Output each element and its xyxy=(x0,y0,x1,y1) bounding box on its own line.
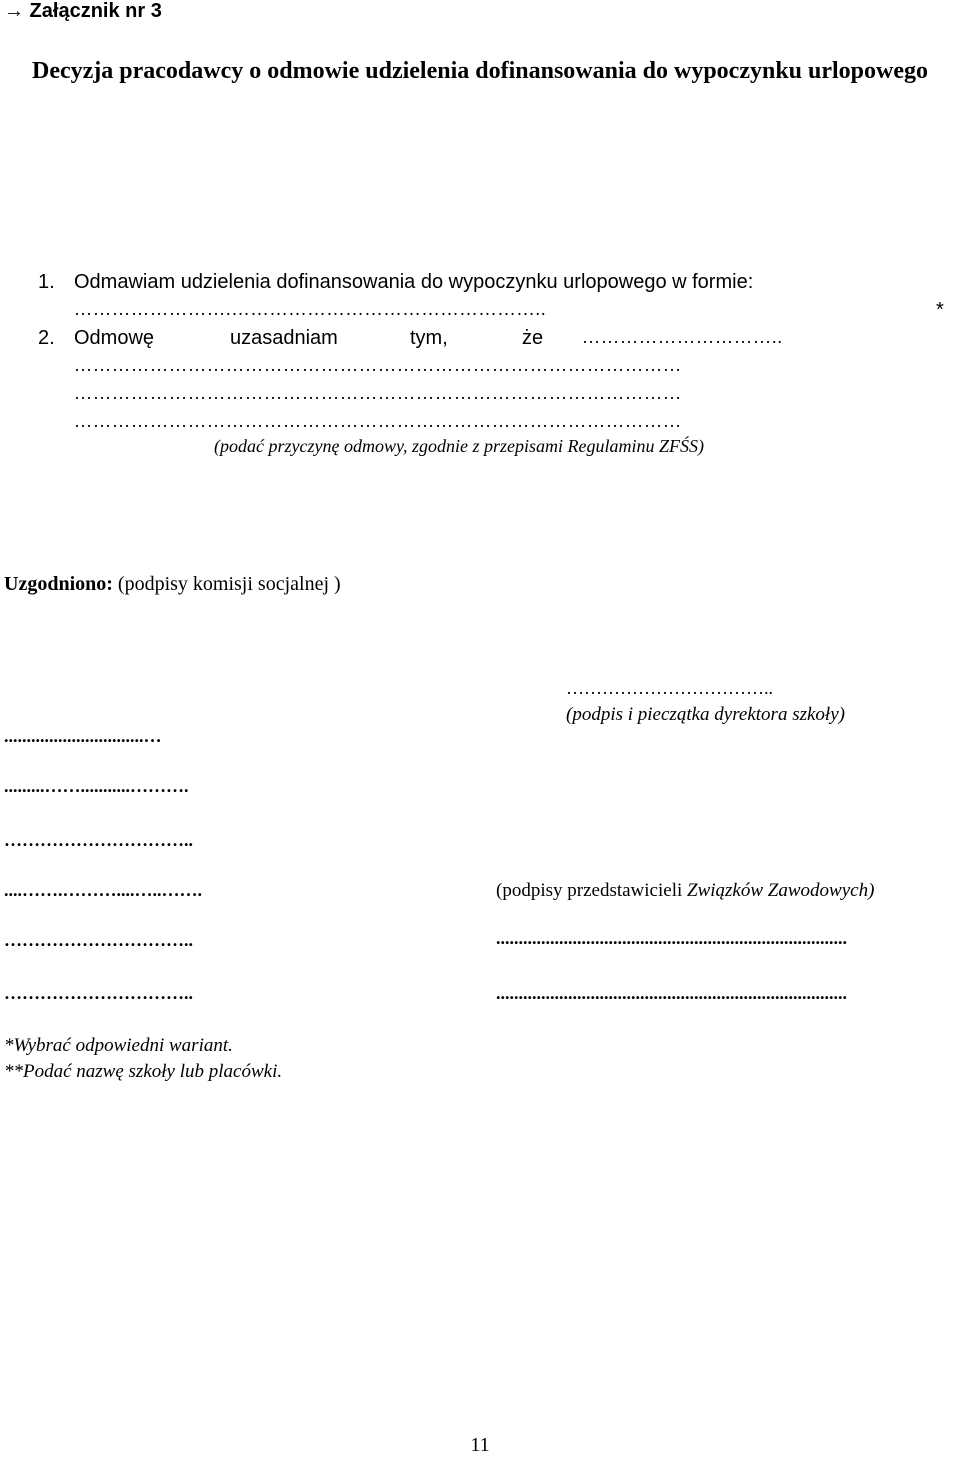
committee-signature-line[interactable]: ...............................… xyxy=(4,726,162,746)
director-signature-line[interactable]: …………………………….. xyxy=(566,678,773,698)
item-2-fill-line[interactable]: ………………………….. xyxy=(582,327,783,347)
annex-label: → Załącznik nr 3 xyxy=(4,0,162,22)
director-signature-label: (podpis i pieczątka dyrektora szkoły) xyxy=(566,704,845,725)
item-1-asterisk: * xyxy=(936,299,944,321)
agreement-label xyxy=(4,573,341,596)
page-number: 11 xyxy=(470,1434,490,1456)
item-2-word: Odmowę xyxy=(74,327,155,349)
union-signature-line[interactable]: .............................................................................. xyxy=(496,983,847,1003)
committee-signature-line[interactable]: ....…….………....…..……. xyxy=(4,880,202,900)
agreement-label-bold: Uzgodniono: xyxy=(4,573,113,595)
item-1-fill-line[interactable]: …………………….………………………………………….. xyxy=(74,299,547,319)
footnote-1: *Wybrać odpowiedni wariant. xyxy=(4,1035,233,1056)
reason-fill-line-3[interactable]: …………………………………………………………………………………… xyxy=(74,411,682,431)
reason-instruction: (podać przyczynę odmowy, zgodnie z przepisami Regulaminu ZFŚS) xyxy=(214,436,704,456)
item-2-word: uzasadniam xyxy=(230,327,338,349)
committee-signature-line[interactable]: ………………………….. xyxy=(4,983,193,1003)
union-label-text: (podpisy przedstawicieli Związków Zawodowych) xyxy=(496,880,875,901)
agreement-label-rest: (podpisy komisji socjalnej ) xyxy=(112,573,341,595)
item-1-number: 1. xyxy=(38,271,55,293)
item-2-number: 2. xyxy=(38,327,55,349)
item-2-word: tym, xyxy=(410,327,448,349)
item-2-word: że xyxy=(522,327,544,349)
reason-fill-line-1[interactable]: …………………………………………………………………………………… xyxy=(74,355,682,375)
item-1-text: Odmawiam udzielenia dofinansowania do wypoczynku urlopowego w formie: xyxy=(74,271,754,293)
committee-signature-line[interactable]: ………………………….. xyxy=(4,930,193,950)
footnote-2: **Podać nazwę szkoły lub placówki. xyxy=(4,1061,283,1082)
reason-fill-line-2[interactable]: …………………………………………………………………………………… xyxy=(74,383,682,403)
union-signature-line[interactable]: .............................................................................. xyxy=(496,928,847,948)
document-title: Decyzja pracodawcy o odmowie udzielenia dofinansowania do wypoczynku urlopowego xyxy=(31,58,929,84)
union-signatures-label xyxy=(496,880,874,902)
committee-signature-line[interactable]: .........……...........………. xyxy=(4,776,189,796)
committee-signature-line[interactable]: ………………………….. xyxy=(4,830,193,850)
